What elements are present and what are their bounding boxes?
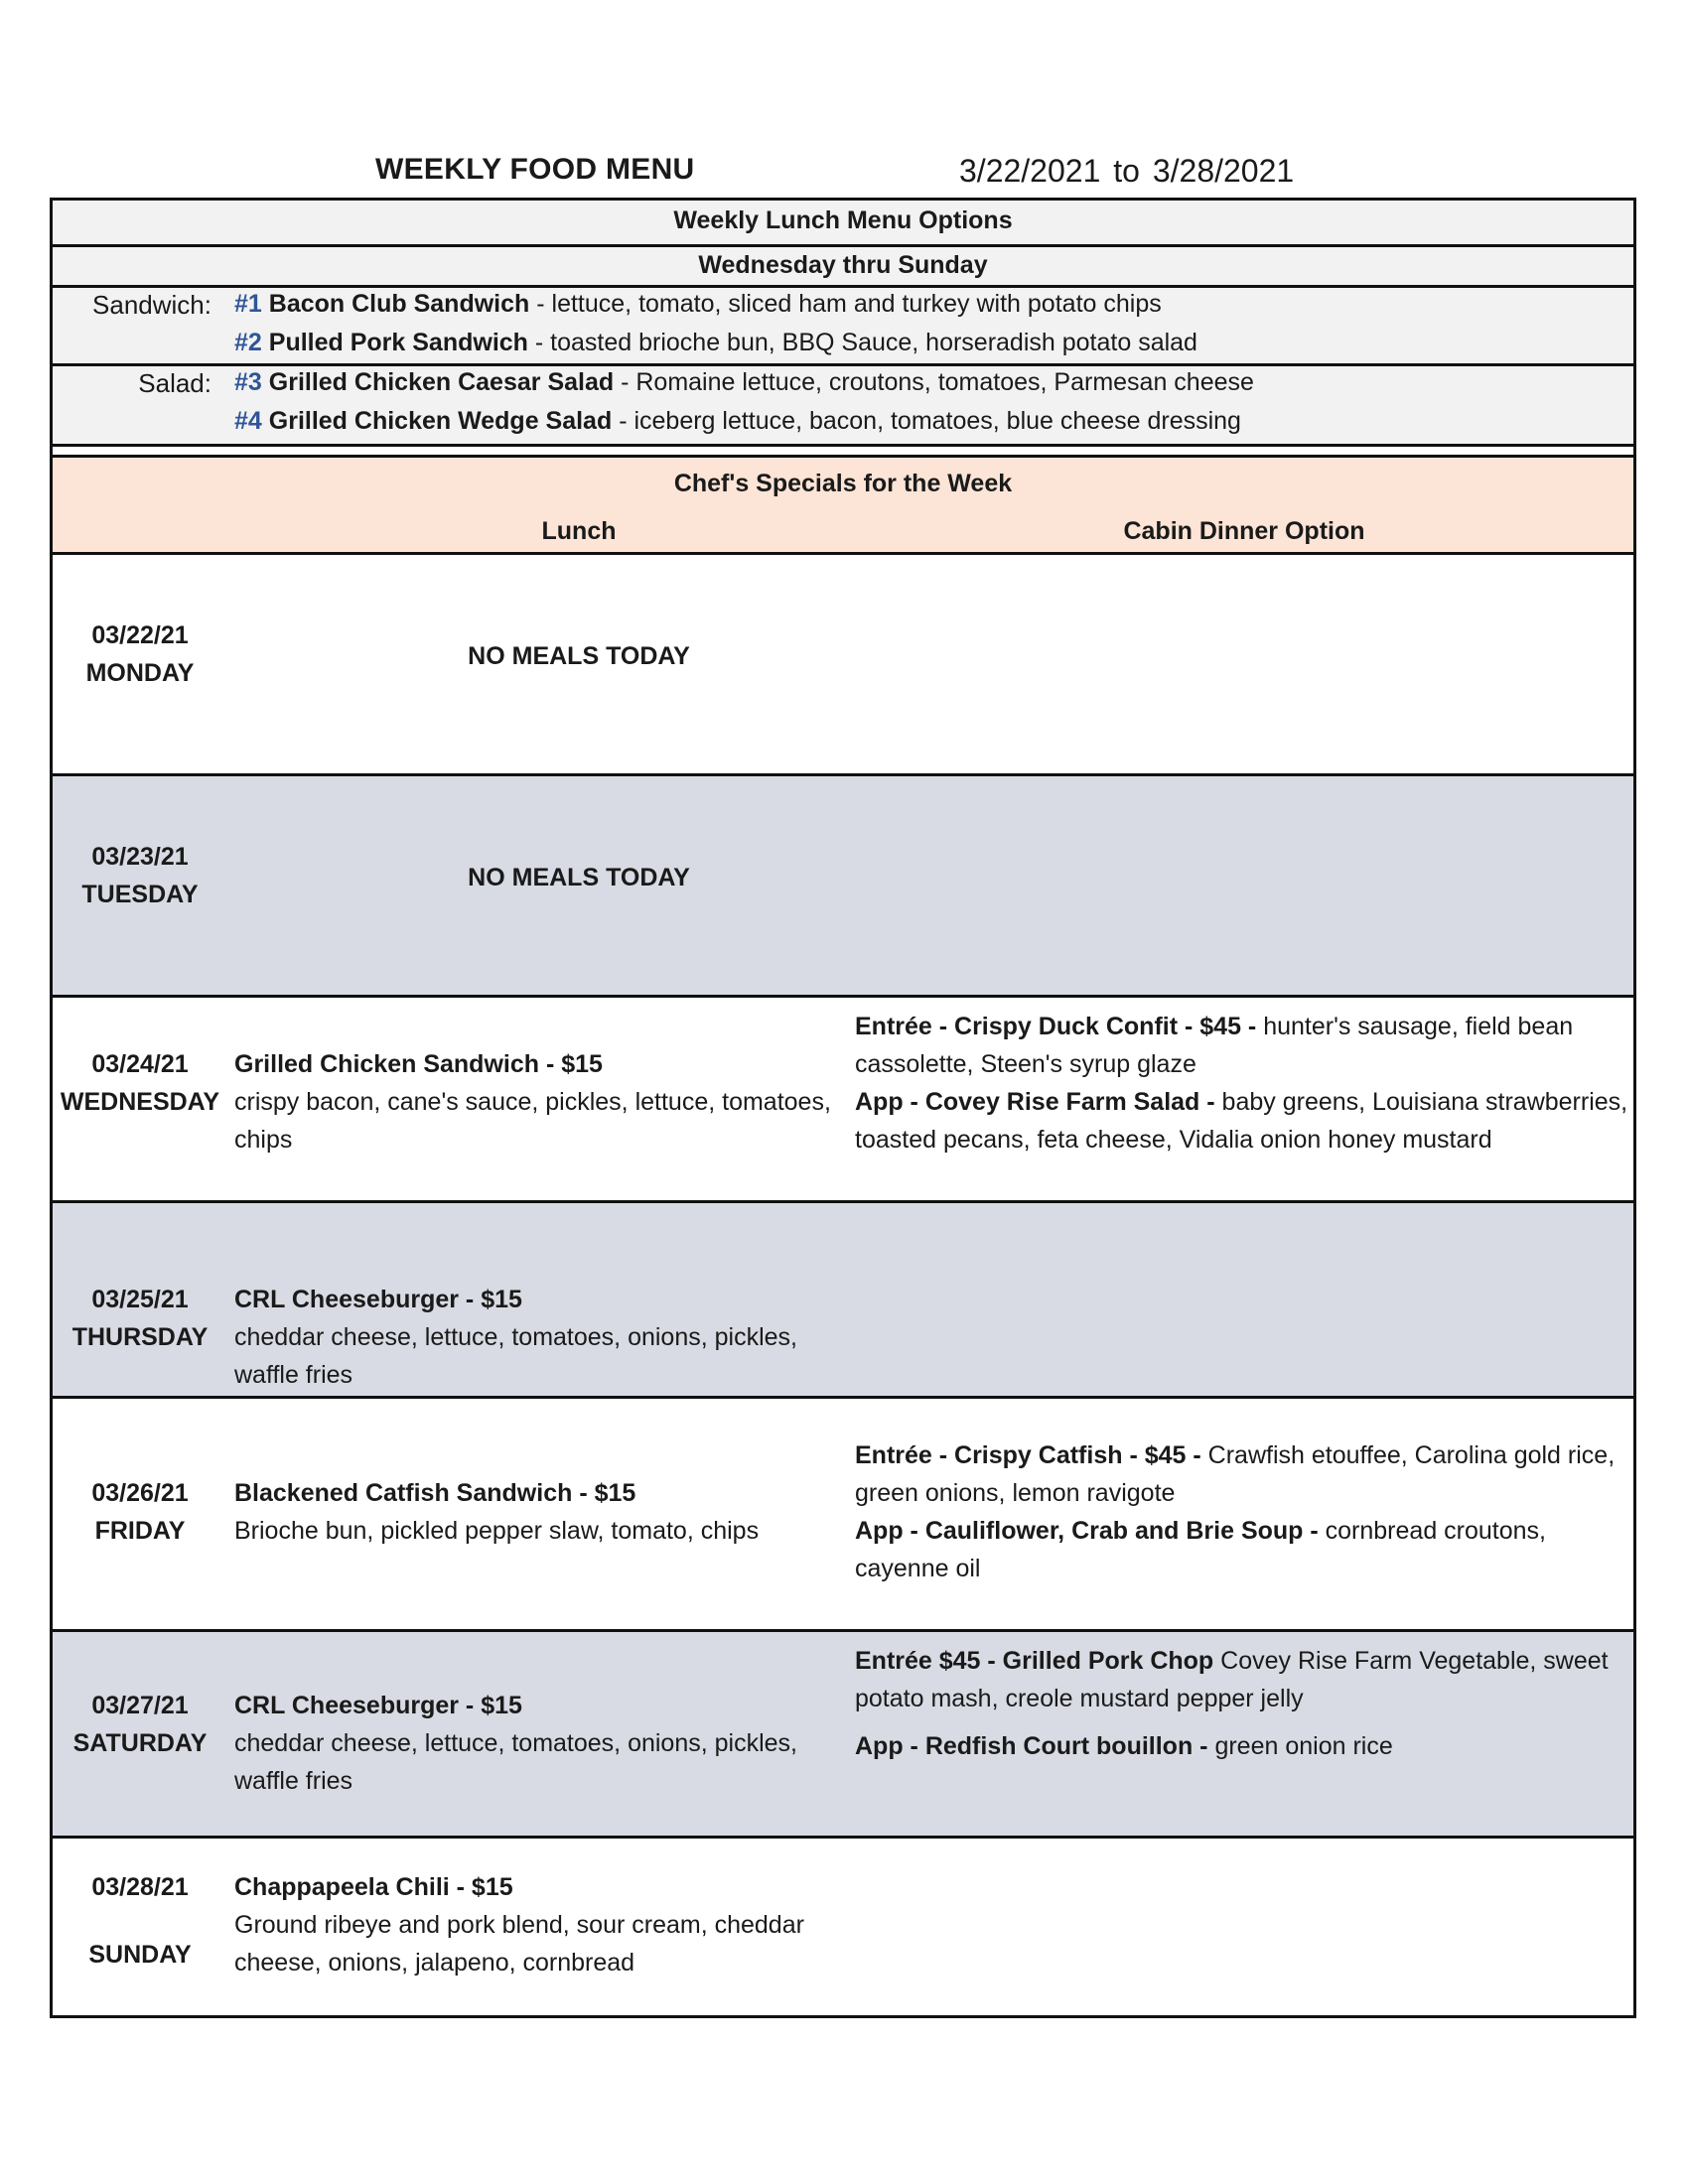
page-title: WEEKLY FOOD MENU <box>375 153 695 186</box>
entree <box>855 1642 1639 1717</box>
date: 03/24/21 <box>91 1050 189 1078</box>
weekday: FRIDAY <box>94 1517 186 1545</box>
lunch-title: Grilled Chicken Sandwich - $15 <box>234 1050 603 1078</box>
date: 03/27/21 <box>91 1692 189 1719</box>
day-row-tuesday <box>53 776 1633 995</box>
weekday: TUESDAY <box>81 881 199 908</box>
date: 03/25/21 <box>91 1286 189 1313</box>
lunch-options-subheading: Wednesday thru Sunday <box>698 251 988 279</box>
list-item <box>234 290 1162 319</box>
day-row-wednesday <box>53 998 1633 1200</box>
weekday: MONDAY <box>85 659 195 687</box>
entree-description: Crawfish etouffee, Carolina gold rice, green onions, lemon ravigote <box>855 1441 1616 1507</box>
item-name: Bacon Club Sandwich <box>268 290 530 318</box>
weekday: SATURDAY <box>72 1729 208 1757</box>
day-date <box>53 616 227 692</box>
lunch-special <box>234 1045 850 1159</box>
weekday: WEDNESDAY <box>60 1088 220 1116</box>
item-number: #2 <box>234 329 262 356</box>
date: 03/26/21 <box>91 1479 189 1507</box>
lunch-special <box>234 1474 850 1550</box>
day-row-saturday <box>53 1632 1633 1836</box>
menu-table <box>50 198 1636 2018</box>
day-date <box>53 1474 227 1550</box>
item-name: Grilled Chicken Caesar Salad <box>268 368 615 396</box>
entree <box>855 1436 1639 1512</box>
list-item <box>234 329 1197 357</box>
salad-label: Salad: <box>138 368 211 398</box>
day-date <box>53 1687 227 1762</box>
day-row-monday <box>53 555 1633 773</box>
lunch-column-header: Lunch <box>541 517 617 545</box>
appetizer <box>855 1512 1639 1587</box>
lunch-options-heading: Weekly Lunch Menu Options <box>673 206 1013 234</box>
item-description: - Romaine lettuce, croutons, tomatoes, Parmesan cheese <box>614 368 1254 396</box>
lunch-special <box>234 1281 850 1394</box>
item-description: - lettuce, tomato, sliced ham and turkey with potato chips <box>529 290 1162 318</box>
page-header <box>0 153 1688 193</box>
dinner-column-header: Cabin Dinner Option <box>1123 517 1365 545</box>
app-title: App - Covey Rise Farm Salad - <box>855 1088 1215 1116</box>
date-range: 3/22/2021 to 3/28/2021 <box>959 153 1295 189</box>
entree-description: hunter's sausage, field bean cassolette, Steen's syrup glaze <box>855 1013 1574 1078</box>
item-name: Grilled Chicken Wedge Salad <box>268 407 613 435</box>
specials-heading: Chef's Specials for the Week <box>673 470 1013 497</box>
weekday: SUNDAY <box>88 1941 192 1969</box>
item-number: #3 <box>234 368 262 396</box>
item-description: - toasted brioche bun, BBQ Sauce, horseradish potato salad <box>527 329 1197 356</box>
app-description: baby greens, Louisiana strawberries, toasted pecans, feta cheese, Vidalia onion honey mustard <box>855 1088 1628 1154</box>
no-meals-notice: NO MEALS TODAY <box>468 864 690 891</box>
lunch-options-subheading-row <box>53 247 1633 285</box>
day-date <box>53 1281 227 1356</box>
spacer <box>53 447 1633 455</box>
dinner-special <box>855 1436 1639 1587</box>
day-row-thursday <box>53 1203 1633 1396</box>
date: 03/23/21 <box>91 843 189 871</box>
day-row-sunday <box>53 1839 1633 2015</box>
app-title: App - Cauliflower, Crab and Brie Soup - <box>855 1517 1319 1545</box>
lunch-title: Blackened Catfish Sandwich - $15 <box>234 1479 636 1507</box>
lunch-special <box>234 1868 850 1981</box>
lunch-description: cheddar cheese, lettuce, tomatoes, onions, pickles, waffle fries <box>234 1729 797 1795</box>
entree-title: Entrée - Crispy Catfish - $45 - <box>855 1441 1201 1469</box>
lunch-options-heading-row <box>53 201 1633 244</box>
day-row-friday <box>53 1399 1633 1629</box>
app-description: green onion rice <box>1207 1732 1393 1760</box>
lunch-description: Brioche bun, pickled pepper slaw, tomato, chips <box>234 1517 760 1545</box>
appetizer <box>855 1083 1639 1159</box>
lunch-title: CRL Cheeseburger - $15 <box>234 1692 522 1719</box>
lunch-title: CRL Cheeseburger - $15 <box>234 1286 522 1313</box>
app-description: cornbread croutons, cayenne oil <box>855 1517 1546 1582</box>
entree-description: Covey Rise Farm Vegetable, sweet potato mash, creole mustard pepper jelly <box>855 1647 1609 1712</box>
weekday: THURSDAY <box>71 1323 209 1351</box>
specials-header <box>53 458 1633 552</box>
item-number: #1 <box>234 290 262 318</box>
sandwich-section <box>53 288 1633 363</box>
date: 03/22/21 <box>91 621 189 649</box>
salad-section <box>53 366 1633 444</box>
lunch-description: Ground ribeye and pork blend, sour cream, cheddar cheese, onions, jalapeno, cornbread <box>234 1911 804 1977</box>
lunch-title: Chappapeela Chili - $15 <box>234 1873 513 1901</box>
day-date <box>53 1868 227 1974</box>
entree-title: Entrée $45 - Grilled Pork Chop <box>855 1647 1214 1675</box>
lunch-description: cheddar cheese, lettuce, tomatoes, onions, pickles, waffle fries <box>234 1323 797 1389</box>
day-date <box>53 1045 227 1121</box>
entree <box>855 1008 1639 1083</box>
app-title: App - Redfish Court bouillon - <box>855 1732 1208 1760</box>
lunch-description: crispy bacon, cane's sauce, pickles, lettuce, tomatoes, chips <box>234 1088 831 1154</box>
appetizer <box>855 1727 1639 1765</box>
item-description: - iceberg lettuce, bacon, tomatoes, blue cheese dressing <box>612 407 1241 435</box>
item-name: Pulled Pork Sandwich <box>268 329 528 356</box>
entree-title: Entrée - Crispy Duck Confit - $45 - <box>855 1013 1257 1040</box>
dinner-special <box>855 1642 1639 1765</box>
list-item <box>234 368 1254 397</box>
item-number: #4 <box>234 407 262 435</box>
day-date <box>53 838 227 913</box>
lunch-special <box>234 1687 850 1800</box>
date: 03/28/21 <box>91 1873 189 1901</box>
dinner-special <box>855 1008 1639 1159</box>
list-item <box>234 407 1241 436</box>
sandwich-label: Sandwich: <box>92 290 211 320</box>
no-meals-notice: NO MEALS TODAY <box>468 642 690 670</box>
